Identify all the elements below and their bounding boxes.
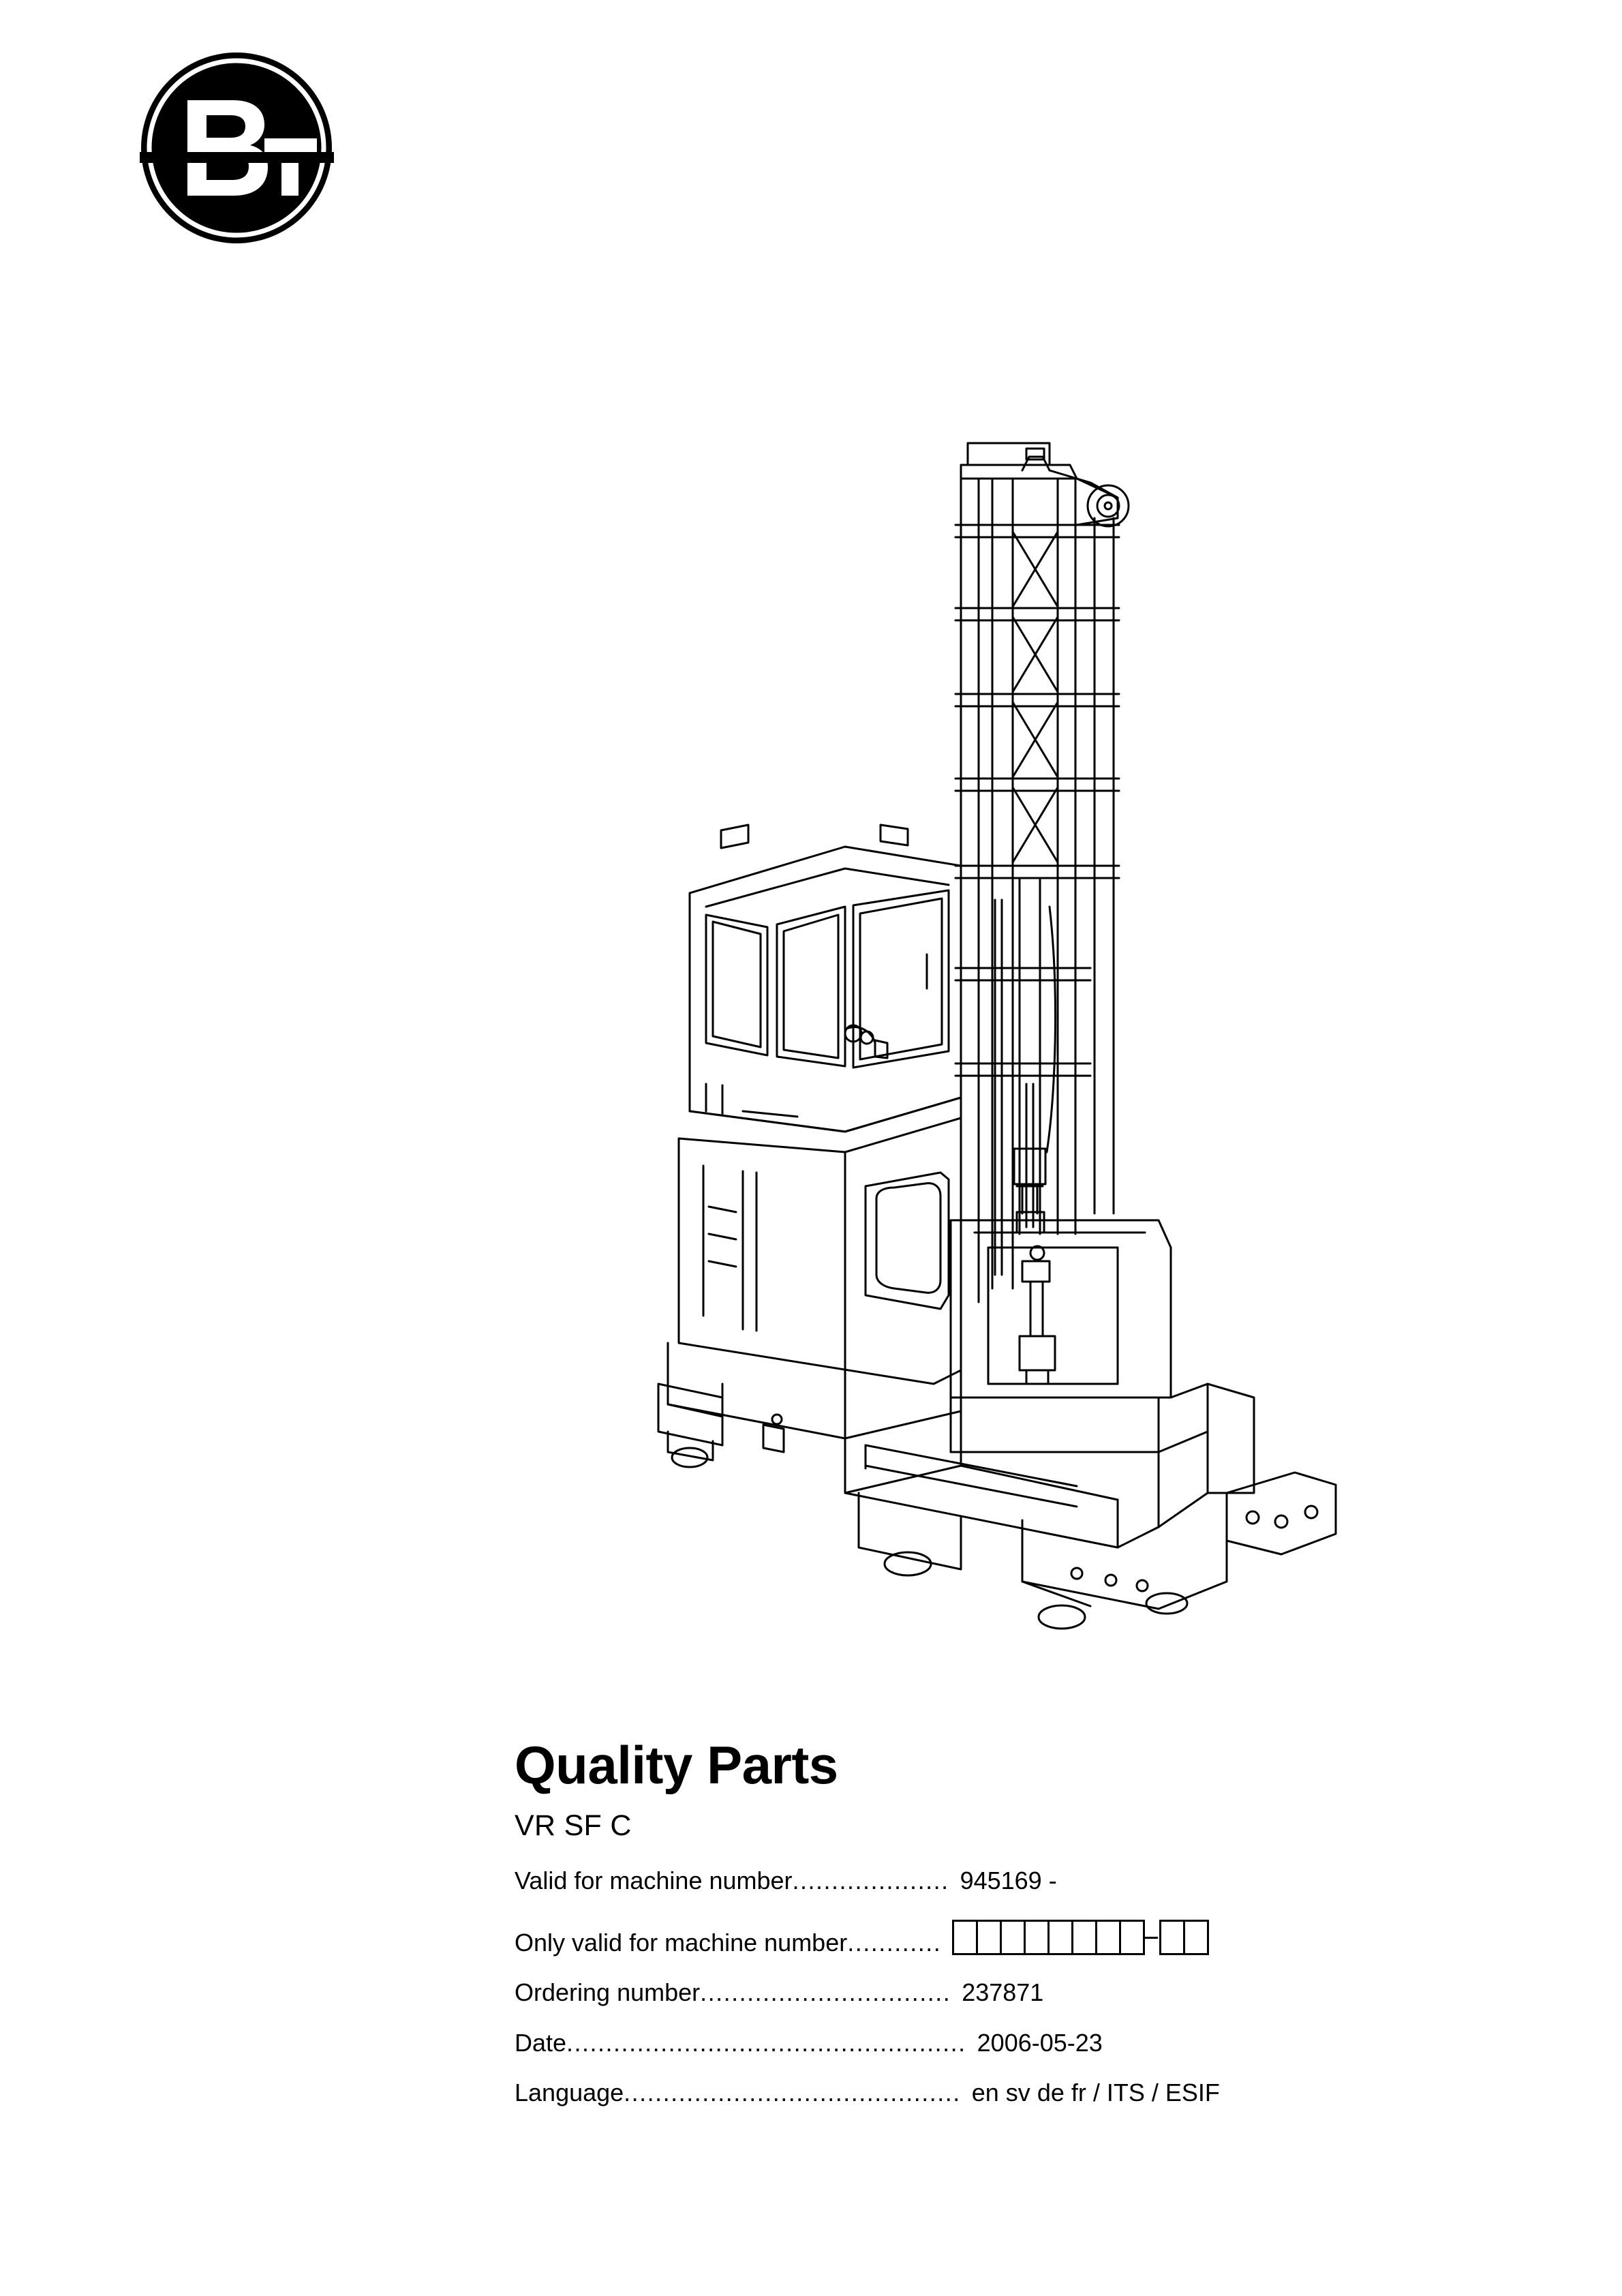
page-title: Quality Parts — [515, 1735, 838, 1795]
meta-label-ordering-number: Ordering number — [515, 1978, 701, 2007]
model-designation: VR SF C — [515, 1809, 632, 1842]
meta-value-valid-machine-number: 945169 - — [960, 1867, 1057, 1894]
machine-number-box[interactable] — [1000, 1920, 1026, 1955]
machine-number-box[interactable] — [1183, 1920, 1209, 1955]
meta-label-valid-machine-number: Valid for machine number — [515, 1867, 793, 1894]
machine-number-box[interactable] — [1047, 1920, 1073, 1955]
meta-dots-language: ........................................... — [624, 2078, 961, 2106]
meta-value-language: en sv de fr / ITS / ESIF — [971, 2078, 1220, 2106]
title-block — [515, 1735, 1482, 2128]
meta-value-date: 2006-05-23 — [977, 2028, 1103, 2057]
meta-dots-only-valid-machine-number: ............ — [847, 1929, 942, 1957]
meta-row-only-valid-machine-number — [515, 1916, 1482, 1957]
meta-label-date: Date — [515, 2028, 567, 2057]
meta-label-only-valid-machine-number: Only valid for machine number — [515, 1929, 848, 1957]
meta-row-date — [515, 2028, 1482, 2057]
machine-number-box[interactable] — [1071, 1920, 1097, 1955]
meta-row-language — [515, 2078, 1482, 2107]
machine-number-separator — [1144, 1937, 1158, 1939]
meta-dots-valid-machine-number: .................... — [792, 1867, 949, 1894]
machine-number-box[interactable] — [1095, 1920, 1121, 1955]
machine-number-box-group[interactable] — [952, 1920, 1207, 1955]
meta-value-ordering-number: 237871 — [962, 1978, 1044, 2007]
machine-number-box[interactable] — [976, 1920, 1002, 1955]
meta-row-ordering-number — [515, 1978, 1482, 2007]
meta-dots-ordering-number: ................................ — [700, 1978, 951, 2007]
meta-dots-date: ................................................... — [566, 2028, 966, 2057]
meta-label-language: Language — [515, 2078, 624, 2106]
bt-logo — [140, 51, 334, 245]
machine-number-box[interactable] — [1159, 1920, 1185, 1955]
machine-number-box[interactable] — [1024, 1920, 1050, 1955]
forklift-truck-illustration — [641, 429, 1418, 1704]
machine-number-box[interactable] — [952, 1920, 978, 1955]
machine-number-box[interactable] — [1119, 1920, 1145, 1955]
meta-row-valid-machine-number — [515, 1866, 1482, 1895]
meta-value-only-valid-machine-number — [941, 1916, 1334, 1957]
